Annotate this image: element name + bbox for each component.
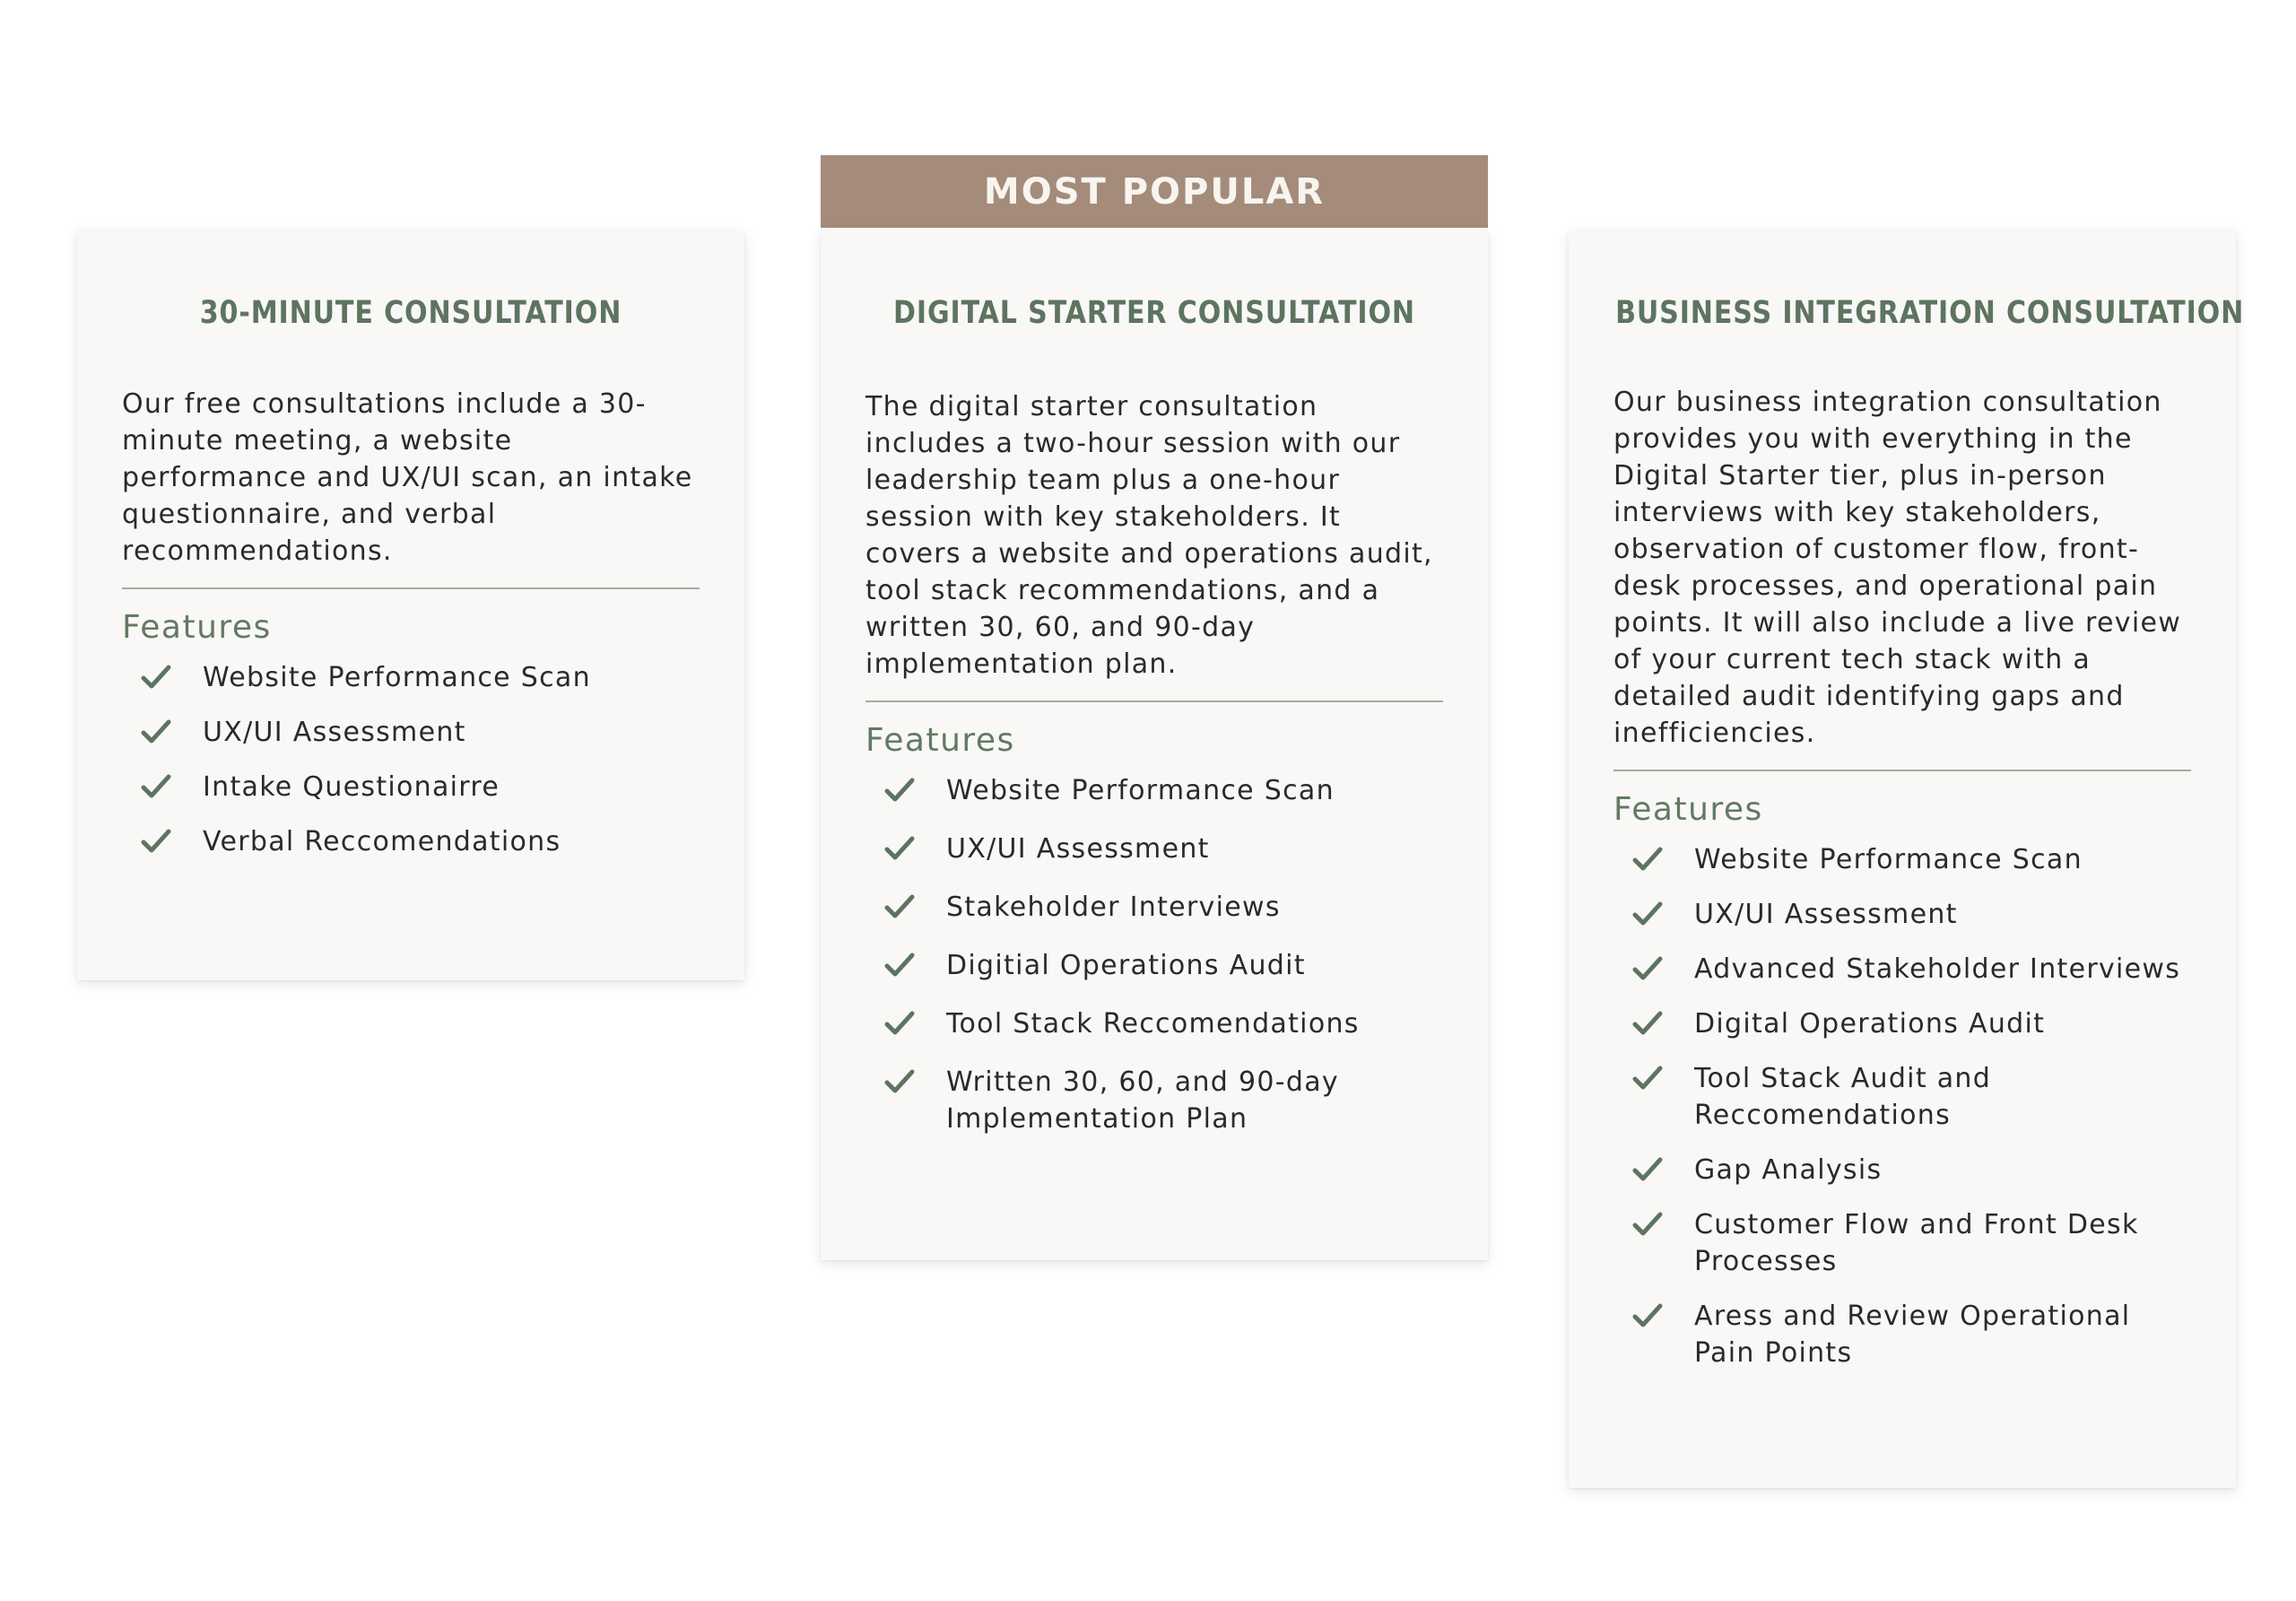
check-icon: [1630, 951, 1665, 987]
feature-label: Tool Stack Reccomendations: [946, 1008, 1360, 1040]
feature-label: Website Performance Scan: [946, 775, 1335, 806]
feature-item: [1613, 1152, 2191, 1188]
check-icon: [138, 714, 174, 750]
check-icon: [1630, 896, 1665, 932]
feature-item: [865, 772, 1443, 809]
check-icon: [1630, 1298, 1665, 1334]
plan-description: The digital starter consultation includes a two-hour session with our leadership team plus a one-hour session with key stakeholders. It covers a website and operations audit, tool stack recommendations, and a written 30, 60, and 90-day implementation plan.: [865, 391, 1433, 680]
feature-list: [865, 772, 1443, 1137]
check-icon: [1630, 841, 1665, 877]
feature-list: [1613, 841, 2191, 1371]
feature-item: [865, 1005, 1443, 1042]
check-icon: [138, 823, 174, 859]
check-icon: [882, 831, 918, 866]
features-heading: Features: [865, 722, 1015, 759]
feature-label: UX/UI Assessment: [203, 717, 466, 748]
feature-label: Advanced Stakeholder Interviews: [1694, 953, 2181, 985]
check-icon: [138, 659, 174, 695]
feature-label: Tool Stack Audit and Reccomendations: [1694, 1063, 1992, 1131]
check-icon: [1630, 1060, 1665, 1096]
feature-label: Stakeholder Interviews: [946, 892, 1281, 923]
check-icon: [1630, 1005, 1665, 1041]
check-icon: [882, 1064, 918, 1100]
plan-card-business-integration[interactable]: [1569, 231, 2245, 1488]
plan-card-digital-starter[interactable]: [821, 231, 1488, 1260]
feature-item: [865, 831, 1443, 867]
check-icon: [882, 772, 918, 808]
feature-label: Gap Analysis: [1694, 1154, 1883, 1186]
plan-description: Our business integration consultation provides you with everything in the Digital Starter tier, plus in-person interviews with key stakeholders, observation of customer flow, front-desk processes, and operational pain points. It will also include a live review of your current tech stack with a detailed audit identifying gaps and inefficiencies.: [1613, 387, 2182, 749]
check-icon: [138, 769, 174, 805]
feature-label: Website Performance Scan: [203, 662, 591, 693]
plan-description: Our free consultations include a 30-minute meeting, a website performance and UX/UI scan, an intake questionnaire, and verbal recommendations.: [122, 388, 693, 567]
features-heading: Features: [122, 609, 272, 646]
feature-label: Website Performance Scan: [1694, 844, 2083, 875]
features-heading: Features: [1613, 791, 1763, 828]
feature-label: Digital Operations Audit: [1694, 1008, 2046, 1040]
feature-label: UX/UI Assessment: [1694, 899, 1958, 930]
plan-divider: [1613, 770, 2191, 771]
feature-item: [1613, 841, 2191, 878]
feature-label: Verbal Reccomendations: [203, 826, 561, 857]
feature-item: [122, 659, 700, 696]
plan-title: DIGITAL STARTER CONSULTATION: [893, 295, 1415, 331]
feature-item: [1613, 1206, 2191, 1280]
plan-divider: [865, 700, 1443, 702]
feature-item: [122, 714, 700, 751]
feature-item: [1613, 1060, 2191, 1134]
feature-item: [122, 823, 700, 860]
feature-label: Digitial Operations Audit: [946, 950, 1306, 981]
feature-item: [1613, 1298, 2191, 1371]
feature-item: [865, 947, 1443, 984]
check-icon: [882, 889, 918, 925]
feature-list: [122, 659, 700, 860]
feature-label: Customer Flow and Front Desk Processes: [1694, 1209, 2139, 1277]
feature-label: UX/UI Assessment: [946, 833, 1210, 865]
check-icon: [1630, 1206, 1665, 1242]
plan-divider: [122, 587, 700, 589]
feature-item: [122, 769, 700, 805]
feature-item: [865, 1064, 1443, 1137]
most-popular-badge: [821, 155, 1488, 228]
check-icon: [882, 1005, 918, 1041]
feature-label: Intake Questionairre: [203, 771, 500, 803]
plan-title: BUSINESS INTEGRATION CONSULTATION: [1615, 295, 2245, 331]
plan-card-30-minute[interactable]: [77, 231, 744, 980]
plan-title: 30-MINUTE CONSULTATION: [199, 295, 622, 331]
feature-label: Aress and Review Operational Pain Points: [1694, 1301, 2131, 1369]
most-popular-label: MOST POPULAR: [983, 170, 1326, 213]
feature-item: [1613, 896, 2191, 933]
check-icon: [1630, 1152, 1665, 1188]
feature-item: [1613, 1005, 2191, 1042]
check-icon: [882, 947, 918, 983]
feature-item: [1613, 951, 2191, 988]
feature-item: [865, 889, 1443, 926]
feature-label: Written 30, 60, and 90-day Implementation Plan: [946, 1066, 1339, 1135]
